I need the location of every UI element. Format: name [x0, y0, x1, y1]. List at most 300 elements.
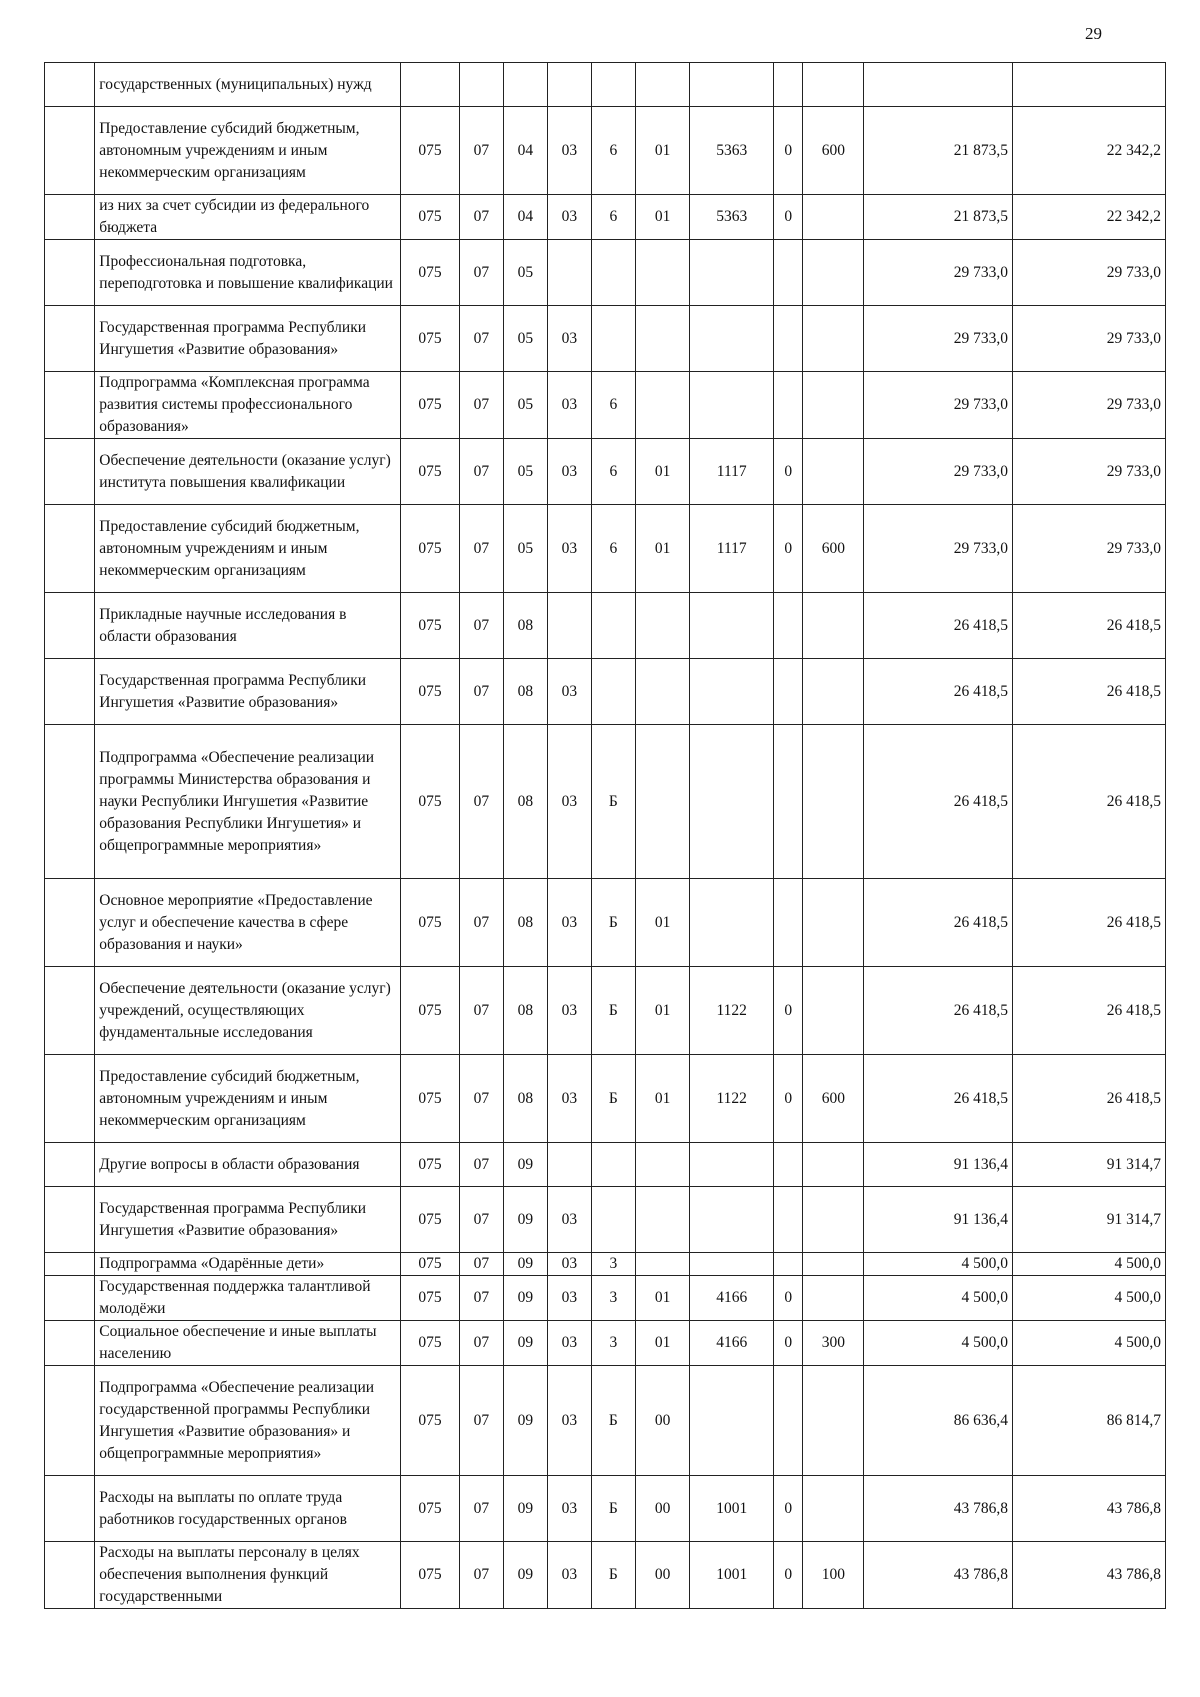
row-code-1: 075: [401, 593, 460, 659]
row-amount-v1: 26 418,5: [864, 593, 1013, 659]
row-code-4: 03: [547, 1321, 591, 1366]
row-blank-cell: [45, 306, 95, 372]
table-row: [45, 1476, 1166, 1542]
row-code-3: 05: [503, 439, 547, 505]
row-code-2: 07: [459, 1143, 503, 1187]
row-code-8: 0: [774, 439, 803, 505]
row-code-6: 01: [635, 879, 689, 967]
row-code-1: 075: [401, 306, 460, 372]
row-code-3: 05: [503, 306, 547, 372]
row-code-8: [774, 240, 803, 306]
row-amount-v1: 26 418,5: [864, 1055, 1013, 1143]
row-blank-cell: [45, 63, 95, 107]
row-code-6: 00: [635, 1476, 689, 1542]
row-amount-v2: 26 418,5: [1012, 659, 1165, 725]
row-code-2: 07: [459, 879, 503, 967]
row-amount-v1: 26 418,5: [864, 659, 1013, 725]
row-code-2: 07: [459, 1253, 503, 1276]
row-amount-v1: 21 873,5: [864, 107, 1013, 195]
row-code-6: 01: [635, 1321, 689, 1366]
row-code-5: Б: [591, 725, 635, 879]
row-code-6: 00: [635, 1542, 689, 1609]
row-code-9: [803, 240, 864, 306]
row-code-8: [774, 63, 803, 107]
row-code-7: [690, 659, 774, 725]
row-code-7: [690, 879, 774, 967]
row-amount-v2: 26 418,5: [1012, 725, 1165, 879]
row-code-4: 03: [547, 1476, 591, 1542]
row-code-2: 07: [459, 306, 503, 372]
row-code-8: 0: [774, 1321, 803, 1366]
row-code-9: [803, 1187, 864, 1253]
row-code-6: 01: [635, 505, 689, 593]
row-code-8: [774, 879, 803, 967]
row-name: Государственная поддержка талантливой молодёжи: [95, 1276, 401, 1321]
row-amount-v2: 29 733,0: [1012, 240, 1165, 306]
row-amount-v2: 4 500,0: [1012, 1321, 1165, 1366]
row-code-8: 0: [774, 505, 803, 593]
row-code-6: [635, 63, 689, 107]
row-code-7: 1122: [690, 1055, 774, 1143]
row-code-7: [690, 1143, 774, 1187]
row-code-5: [591, 593, 635, 659]
row-code-9: [803, 659, 864, 725]
row-code-5: 3: [591, 1321, 635, 1366]
row-code-6: [635, 593, 689, 659]
row-code-9: 600: [803, 107, 864, 195]
row-code-2: 07: [459, 240, 503, 306]
row-code-9: [803, 1276, 864, 1321]
row-code-9: [803, 195, 864, 240]
table-row: [45, 1542, 1166, 1609]
row-code-8: [774, 1253, 803, 1276]
row-code-2: [459, 63, 503, 107]
row-code-2: 07: [459, 593, 503, 659]
table-row: [45, 1276, 1166, 1321]
row-code-3: 08: [503, 659, 547, 725]
row-code-3: 09: [503, 1143, 547, 1187]
table-row: [45, 1055, 1166, 1143]
row-code-7: 4166: [690, 1321, 774, 1366]
row-code-8: [774, 659, 803, 725]
row-amount-v2: 43 786,8: [1012, 1542, 1165, 1609]
row-code-2: 07: [459, 372, 503, 439]
row-code-8: 0: [774, 1055, 803, 1143]
row-code-2: 07: [459, 1542, 503, 1609]
row-amount-v2: 29 733,0: [1012, 505, 1165, 593]
row-code-3: 09: [503, 1276, 547, 1321]
row-amount-v2: 26 418,5: [1012, 967, 1165, 1055]
row-blank-cell: [45, 725, 95, 879]
table-row: [45, 879, 1166, 967]
row-code-4: [547, 593, 591, 659]
row-amount-v1: 4 500,0: [864, 1321, 1013, 1366]
row-code-5: 3: [591, 1276, 635, 1321]
row-code-7: [690, 63, 774, 107]
row-amount-v1: 29 733,0: [864, 306, 1013, 372]
row-code-2: 07: [459, 1276, 503, 1321]
row-code-4: 03: [547, 195, 591, 240]
row-code-2: 07: [459, 195, 503, 240]
row-amount-v2: 43 786,8: [1012, 1476, 1165, 1542]
table-row: [45, 1253, 1166, 1276]
row-code-1: 075: [401, 1143, 460, 1187]
row-code-2: 07: [459, 1476, 503, 1542]
table-row: [45, 967, 1166, 1055]
row-name: Социальное обеспечение и иные выплаты населению: [95, 1321, 401, 1366]
row-code-5: 6: [591, 372, 635, 439]
row-code-4: 03: [547, 1055, 591, 1143]
row-name: Государственная программа Республики Ингушетия «Развитие образования»: [95, 306, 401, 372]
row-code-8: 0: [774, 967, 803, 1055]
row-code-3: 09: [503, 1253, 547, 1276]
row-code-7: [690, 1187, 774, 1253]
row-amount-v2: 91 314,7: [1012, 1187, 1165, 1253]
row-code-6: [635, 306, 689, 372]
row-code-1: 075: [401, 725, 460, 879]
row-code-2: 07: [459, 107, 503, 195]
table-row: [45, 63, 1166, 107]
row-code-1: 075: [401, 1187, 460, 1253]
row-code-4: 03: [547, 967, 591, 1055]
row-code-5: 6: [591, 439, 635, 505]
row-code-5: [591, 240, 635, 306]
row-code-5: Б: [591, 879, 635, 967]
row-code-5: Б: [591, 1366, 635, 1476]
row-code-2: 07: [459, 505, 503, 593]
table-row: [45, 195, 1166, 240]
row-code-1: 075: [401, 195, 460, 240]
row-code-4: 03: [547, 306, 591, 372]
row-code-8: 0: [774, 195, 803, 240]
row-amount-v2: 29 733,0: [1012, 372, 1165, 439]
row-name: Предоставление субсидий бюджетным, автономным учреждениям и иным некоммерческим организациям: [95, 107, 401, 195]
row-code-9: [803, 725, 864, 879]
row-code-4: 03: [547, 1187, 591, 1253]
page-number: 29: [1085, 24, 1102, 43]
row-blank-cell: [45, 505, 95, 593]
row-code-9: [803, 879, 864, 967]
row-code-2: 07: [459, 439, 503, 505]
row-code-3: 05: [503, 240, 547, 306]
row-amount-v2: 26 418,5: [1012, 1055, 1165, 1143]
row-name: Расходы на выплаты персоналу в целях обеспечения выполнения функций государственными: [95, 1542, 401, 1609]
row-code-8: [774, 306, 803, 372]
row-blank-cell: [45, 240, 95, 306]
row-code-9: [803, 439, 864, 505]
row-code-4: 03: [547, 1276, 591, 1321]
row-code-5: Б: [591, 1055, 635, 1143]
row-name: государственных (муниципальных) нужд: [95, 63, 401, 107]
row-code-6: [635, 1187, 689, 1253]
row-code-6: [635, 372, 689, 439]
row-code-7: [690, 1366, 774, 1476]
table-row: [45, 593, 1166, 659]
row-code-5: [591, 1187, 635, 1253]
row-code-6: 01: [635, 195, 689, 240]
row-blank-cell: [45, 439, 95, 505]
row-code-2: 07: [459, 659, 503, 725]
row-name: Государственная программа Республики Ингушетия «Развитие образования»: [95, 659, 401, 725]
row-code-1: 075: [401, 439, 460, 505]
row-code-9: [803, 1253, 864, 1276]
row-amount-v1: 86 636,4: [864, 1366, 1013, 1476]
row-code-2: 07: [459, 1366, 503, 1476]
row-blank-cell: [45, 1366, 95, 1476]
row-code-1: 075: [401, 1542, 460, 1609]
row-code-5: [591, 659, 635, 725]
row-code-4: 03: [547, 725, 591, 879]
row-blank-cell: [45, 195, 95, 240]
row-blank-cell: [45, 1055, 95, 1143]
row-amount-v1: 43 786,8: [864, 1542, 1013, 1609]
row-code-8: [774, 372, 803, 439]
row-code-5: Б: [591, 967, 635, 1055]
table-row: [45, 240, 1166, 306]
row-code-3: 09: [503, 1366, 547, 1476]
row-code-3: [503, 63, 547, 107]
row-code-1: 075: [401, 372, 460, 439]
row-code-3: 08: [503, 967, 547, 1055]
row-name: Расходы на выплаты по оплате труда работников государственных органов: [95, 1476, 401, 1542]
row-code-4: 03: [547, 1542, 591, 1609]
row-blank-cell: [45, 1542, 95, 1609]
row-blank-cell: [45, 659, 95, 725]
row-code-4: [547, 240, 591, 306]
row-name: Другие вопросы в области образования: [95, 1143, 401, 1187]
row-amount-v1: 26 418,5: [864, 967, 1013, 1055]
row-code-3: 04: [503, 195, 547, 240]
row-amount-v1: 29 733,0: [864, 505, 1013, 593]
row-amount-v2: 22 342,2: [1012, 107, 1165, 195]
row-code-6: 01: [635, 107, 689, 195]
row-code-8: 0: [774, 1276, 803, 1321]
row-code-7: 5363: [690, 107, 774, 195]
row-code-8: 0: [774, 1476, 803, 1542]
row-code-2: 07: [459, 967, 503, 1055]
table-row: [45, 1143, 1166, 1187]
row-amount-v1: [864, 63, 1013, 107]
row-code-4: 03: [547, 879, 591, 967]
row-amount-v2: 26 418,5: [1012, 593, 1165, 659]
row-code-9: 100: [803, 1542, 864, 1609]
row-code-5: 3: [591, 1253, 635, 1276]
row-blank-cell: [45, 1321, 95, 1366]
row-code-1: 075: [401, 505, 460, 593]
row-code-7: [690, 372, 774, 439]
row-code-7: 4166: [690, 1276, 774, 1321]
table-row: [45, 659, 1166, 725]
row-amount-v2: 4 500,0: [1012, 1253, 1165, 1276]
row-name: Обеспечение деятельности (оказание услуг) учреждений, осуществляющих фундаментальные исследования: [95, 967, 401, 1055]
row-code-9: 300: [803, 1321, 864, 1366]
row-code-2: 07: [459, 1321, 503, 1366]
row-code-1: [401, 63, 460, 107]
row-code-8: 0: [774, 107, 803, 195]
table-row: [45, 1321, 1166, 1366]
row-code-1: 075: [401, 107, 460, 195]
row-name: Подпрограмма «Одарённые дети»: [95, 1253, 401, 1276]
row-name: Основное мероприятие «Предоставление услуг и обеспечение качества в сфере образования и науки»: [95, 879, 401, 967]
row-code-8: [774, 725, 803, 879]
row-name: Подпрограмма «Обеспечение реализации государственной программы Республики Ингушетия «Развитие образования» и общепрограммные мероприятия»: [95, 1366, 401, 1476]
row-amount-v2: 29 733,0: [1012, 439, 1165, 505]
row-code-9: [803, 63, 864, 107]
row-code-1: 075: [401, 967, 460, 1055]
row-code-7: 5363: [690, 195, 774, 240]
row-blank-cell: [45, 107, 95, 195]
row-code-9: [803, 306, 864, 372]
row-code-6: 00: [635, 1366, 689, 1476]
row-code-3: 04: [503, 107, 547, 195]
row-name: Прикладные научные исследования в области образования: [95, 593, 401, 659]
row-code-2: 07: [459, 1187, 503, 1253]
row-code-5: [591, 306, 635, 372]
row-amount-v2: 22 342,2: [1012, 195, 1165, 240]
row-code-7: [690, 1253, 774, 1276]
row-code-6: 01: [635, 439, 689, 505]
row-code-8: [774, 593, 803, 659]
row-code-2: 07: [459, 725, 503, 879]
row-code-9: [803, 1476, 864, 1542]
row-code-5: [591, 63, 635, 107]
row-code-3: 05: [503, 505, 547, 593]
row-code-4: 03: [547, 1366, 591, 1476]
row-code-5: 6: [591, 107, 635, 195]
row-blank-cell: [45, 593, 95, 659]
row-code-1: 075: [401, 1253, 460, 1276]
row-code-7: [690, 593, 774, 659]
row-code-6: [635, 659, 689, 725]
table-row: [45, 107, 1166, 195]
row-code-3: 08: [503, 725, 547, 879]
row-code-8: [774, 1143, 803, 1187]
row-blank-cell: [45, 967, 95, 1055]
row-code-4: 03: [547, 1253, 591, 1276]
row-amount-v2: 91 314,7: [1012, 1143, 1165, 1187]
row-code-3: 08: [503, 879, 547, 967]
row-code-6: [635, 1143, 689, 1187]
row-code-9: 600: [803, 1055, 864, 1143]
row-code-8: [774, 1366, 803, 1476]
row-amount-v2: 26 418,5: [1012, 879, 1165, 967]
row-code-6: 01: [635, 1276, 689, 1321]
row-amount-v2: [1012, 63, 1165, 107]
row-code-8: [774, 1187, 803, 1253]
row-amount-v1: 26 418,5: [864, 879, 1013, 967]
row-code-7: [690, 306, 774, 372]
row-blank-cell: [45, 1143, 95, 1187]
row-blank-cell: [45, 879, 95, 967]
row-code-4: [547, 1143, 591, 1187]
row-code-9: [803, 1143, 864, 1187]
row-code-1: 075: [401, 240, 460, 306]
table-row: [45, 1187, 1166, 1253]
row-name: из них за счет субсидии из федерального бюджета: [95, 195, 401, 240]
row-code-4: 03: [547, 107, 591, 195]
row-amount-v1: 4 500,0: [864, 1253, 1013, 1276]
row-amount-v2: 29 733,0: [1012, 306, 1165, 372]
row-code-5: Б: [591, 1542, 635, 1609]
row-code-1: 075: [401, 1055, 460, 1143]
table-row: [45, 439, 1166, 505]
row-blank-cell: [45, 1276, 95, 1321]
row-code-9: 600: [803, 505, 864, 593]
row-amount-v1: 21 873,5: [864, 195, 1013, 240]
row-blank-cell: [45, 1187, 95, 1253]
row-name: Подпрограмма «Обеспечение реализации программы Министерства образования и науки Республики Ингушетия «Развитие образования Республики Ингушетия» и общепрограммные мероприятия»: [95, 725, 401, 879]
row-code-5: 6: [591, 195, 635, 240]
row-code-7: 1117: [690, 505, 774, 593]
row-name: Профессиональная подготовка, переподготовка и повышение квалификации: [95, 240, 401, 306]
row-code-6: 01: [635, 1055, 689, 1143]
row-amount-v1: 43 786,8: [864, 1476, 1013, 1542]
row-code-4: 03: [547, 439, 591, 505]
row-code-3: 09: [503, 1321, 547, 1366]
row-amount-v2: 4 500,0: [1012, 1276, 1165, 1321]
row-code-4: [547, 63, 591, 107]
row-amount-v1: 91 136,4: [864, 1143, 1013, 1187]
row-code-4: 03: [547, 372, 591, 439]
row-code-2: 07: [459, 1055, 503, 1143]
row-code-3: 09: [503, 1542, 547, 1609]
table-row: [45, 1366, 1166, 1476]
row-code-3: 09: [503, 1476, 547, 1542]
row-name: Подпрограмма «Комплексная программа развития системы профессионального образования»: [95, 372, 401, 439]
row-code-9: [803, 593, 864, 659]
row-code-7: 1122: [690, 967, 774, 1055]
row-code-3: 05: [503, 372, 547, 439]
row-code-6: [635, 1253, 689, 1276]
row-code-6: [635, 240, 689, 306]
row-code-1: 075: [401, 1476, 460, 1542]
row-code-8: 0: [774, 1542, 803, 1609]
row-code-5: Б: [591, 1476, 635, 1542]
row-code-4: 03: [547, 505, 591, 593]
row-blank-cell: [45, 372, 95, 439]
row-name: Государственная программа Республики Ингушетия «Развитие образования»: [95, 1187, 401, 1253]
row-code-1: 075: [401, 1321, 460, 1366]
row-code-7: 1001: [690, 1476, 774, 1542]
table-row: [45, 306, 1166, 372]
row-code-6: 01: [635, 967, 689, 1055]
row-amount-v2: 86 814,7: [1012, 1366, 1165, 1476]
row-blank-cell: [45, 1253, 95, 1276]
row-amount-v1: 29 733,0: [864, 439, 1013, 505]
row-code-5: [591, 1143, 635, 1187]
row-blank-cell: [45, 1476, 95, 1542]
row-amount-v1: 4 500,0: [864, 1276, 1013, 1321]
table-row: [45, 725, 1166, 879]
row-name: Предоставление субсидий бюджетным, автономным учреждениям и иным некоммерческим организациям: [95, 505, 401, 593]
row-code-7: 1001: [690, 1542, 774, 1609]
budget-table: [44, 62, 1166, 1609]
row-amount-v1: 29 733,0: [864, 372, 1013, 439]
row-code-1: 075: [401, 659, 460, 725]
row-code-1: 075: [401, 1276, 460, 1321]
row-code-1: 075: [401, 879, 460, 967]
row-code-6: [635, 725, 689, 879]
table-row: [45, 372, 1166, 439]
table-row: [45, 505, 1166, 593]
row-code-3: 08: [503, 593, 547, 659]
row-code-4: 03: [547, 659, 591, 725]
row-code-7: [690, 725, 774, 879]
row-code-5: 6: [591, 505, 635, 593]
row-name: Обеспечение деятельности (оказание услуг) института повышения квалификации: [95, 439, 401, 505]
row-name: Предоставление субсидий бюджетным, автономным учреждениям и иным некоммерческим организациям: [95, 1055, 401, 1143]
row-amount-v1: 26 418,5: [864, 725, 1013, 879]
